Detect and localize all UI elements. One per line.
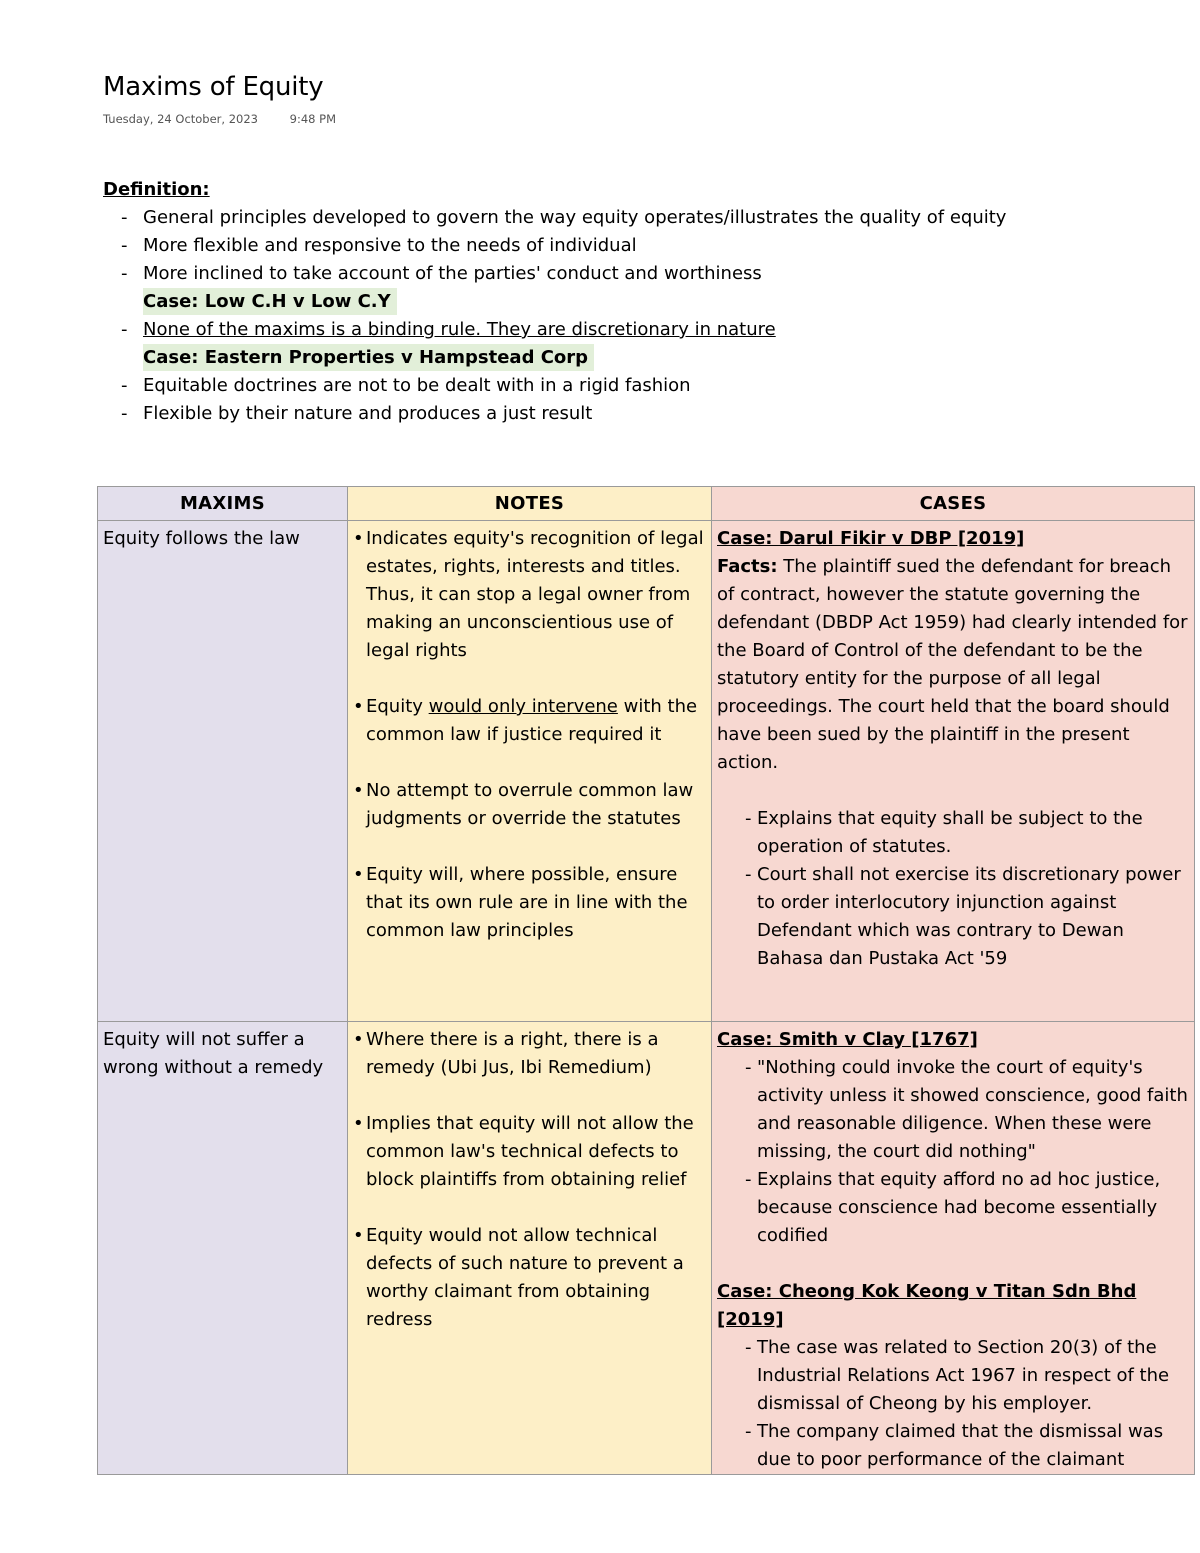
- cases-cell: [712, 1022, 1195, 1475]
- cases-cell: [712, 521, 1195, 1022]
- header-cases: CASES: [712, 487, 1195, 521]
- definition-item: - More inclined to take account of the parties' conduct and worthiness: [121, 263, 762, 284]
- case-points: [717, 805, 1189, 973]
- case-points: [717, 1054, 1189, 1250]
- case-title: Case: Smith v Clay [1767]: [717, 1029, 978, 1050]
- case-points: [717, 1334, 1189, 1474]
- definition-list: [103, 372, 1183, 428]
- definition-item: - Equitable doctrines are not to be dealt with in a rigid fashion: [121, 375, 691, 396]
- definition-heading: Definition:: [103, 179, 210, 200]
- maxims-table: [97, 486, 1195, 1475]
- case-point: - Explains that equity shall be subject to the operation of statutes.: [745, 805, 1189, 861]
- case-point: - "Nothing could invoke the court of equity's activity unless it showed conscience, good faith and reasonable diligence. When these were missing, the court did nothing": [745, 1054, 1189, 1166]
- case-point: - Court shall not exercise its discretionary power to order interlocutory injunction against Defendant which was contrary to Dewan Bahasa dan Pustaka Act '59: [745, 861, 1189, 973]
- definition-item: - More flexible and responsive to the needs of individual: [121, 235, 637, 256]
- case-point: - Explains that equity afford no ad hoc justice, because conscience had become essentially codified: [745, 1166, 1189, 1250]
- case-title: Case: Darul Fikir v DBP [2019]: [717, 528, 1025, 549]
- maxim-cell: Equity follows the law: [98, 521, 348, 1022]
- case-reference-highlight: Case: Low C.H v Low C.Y: [143, 288, 397, 315]
- case-point: - The case was related to Section 20(3) of the Industrial Relations Act 1967 in respect of the dismissal of Cheong by his employer.: [745, 1334, 1189, 1418]
- definition-item: - Flexible by their nature and produces a just result: [121, 403, 593, 424]
- definition-list: [103, 316, 1183, 344]
- header-notes: NOTES: [348, 487, 712, 521]
- note-item: • No attempt to overrule common law judgments or override the statutes: [353, 777, 706, 833]
- case-point: - The company claimed that the dismissal was due to poor performance of the claimant: [745, 1418, 1189, 1474]
- note-item: • Equity would not allow technical defects of such nature to prevent a worthy claimant from obtaining redress: [353, 1222, 706, 1334]
- note-item: • Equity would only intervene with the common law if justice required it: [353, 693, 706, 749]
- page-date: Tuesday, 24 October, 2023: [103, 112, 258, 126]
- notes-cell: [348, 1022, 712, 1475]
- case-facts: Facts: The plaintiff sued the defendant for breach of contract, however the statute governing the defendant (DBDP Act 1959) had clearly intended for the Board of Control of the defendant to be the statutory entity for the purpose of all legal proceedings. The court held that the board should have been sued by the plaintiff in the present action.: [717, 556, 1188, 773]
- note-item: • Where there is a right, there is a remedy (Ubi Jus, Ibi Remedium): [353, 1026, 706, 1082]
- notes-cell: [348, 521, 712, 1022]
- definition-item: - None of the maxims is a binding rule. They are discretionary in nature: [121, 319, 776, 340]
- page-title: Maxims of Equity: [103, 72, 324, 102]
- page-time: 9:48 PM: [289, 112, 336, 126]
- table-header-row: [98, 487, 1195, 521]
- table-row: [98, 1022, 1195, 1475]
- definition-item: - General principles developed to govern the way equity operates/illustrates the quality of equity: [121, 207, 1007, 228]
- maxim-cell: Equity will not suffer a wrong without a remedy: [98, 1022, 348, 1475]
- header-maxims: MAXIMS: [98, 487, 348, 521]
- case-reference-highlight: Case: Eastern Properties v Hampstead Corp: [143, 344, 594, 371]
- note-item: • Implies that equity will not allow the common law's technical defects to block plaintiffs from obtaining relief: [353, 1110, 706, 1194]
- note-item: • Equity will, where possible, ensure that its own rule are in line with the common law principles: [353, 861, 706, 945]
- case-title: Case: Cheong Kok Keong v Titan Sdn Bhd [2019]: [717, 1281, 1137, 1330]
- table-row: [98, 521, 1195, 1022]
- definition-list: [103, 204, 1183, 288]
- page-timestamp: [103, 112, 336, 126]
- note-item: • Indicates equity's recognition of legal estates, rights, interests and titles. Thus, it can stop a legal owner from making an unconscientious use of legal rights: [353, 525, 706, 665]
- definition-section: [103, 176, 1183, 428]
